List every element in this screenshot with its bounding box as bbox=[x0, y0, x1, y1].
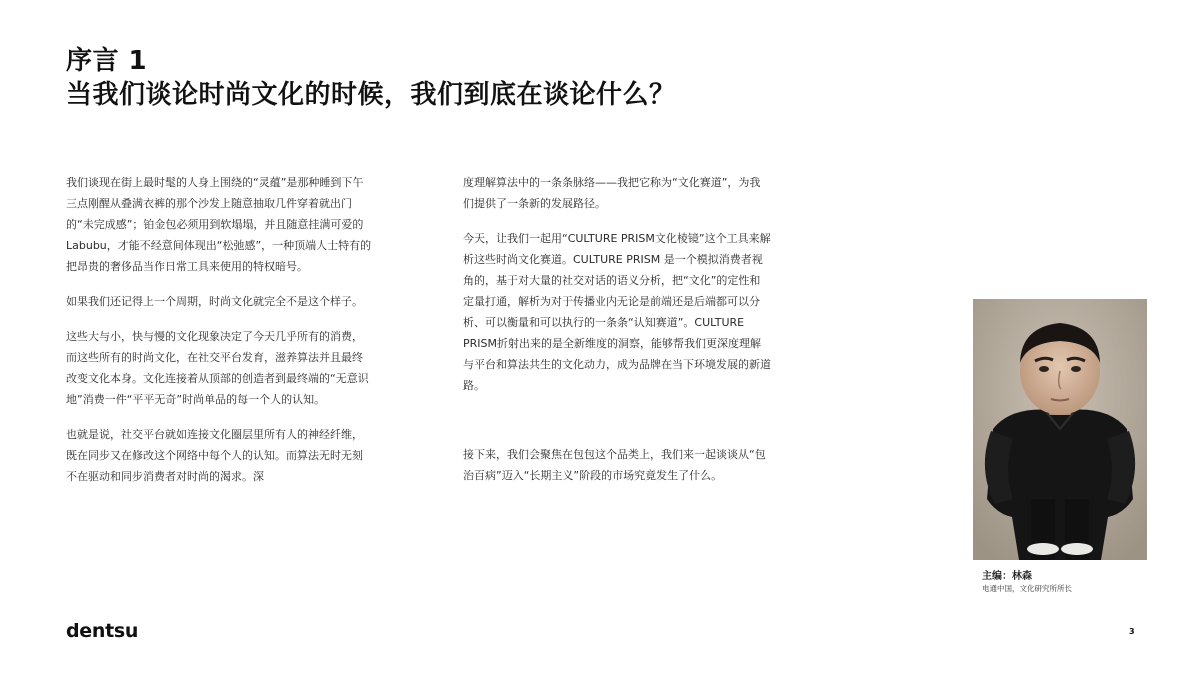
caption-name: 主编：林森 bbox=[982, 571, 1032, 582]
paragraph: 接下来，我们会聚焦在包包这个品类上，我们来一起谈谈从“包治百病”迈入“长期主义”阶段的市场究竟发生了什么。 bbox=[463, 448, 766, 482]
dentsu-logo: dentsu bbox=[66, 620, 139, 642]
page-title bbox=[66, 44, 966, 112]
paragraph: 度理解算法中的一条条脉络——我把它称为“文化赛道”，为我们提供了一条新的发展路径。 bbox=[463, 176, 761, 210]
paragraph: 我们谈现在街上最时髦的人身上围绕的“灵蕴”是那种睡到下午三点刚醒从叠满衣裤的那个沙发上随意抽取几件穿着就出门的“未完成感”；铂金包必须用到软塌塌，并且随意挂满可爱的Labubu，才能不经意间体现出“松弛感”，一种顶端人士特有的把昂贵的奢侈品当作日常工具来使用的特权暗号。 bbox=[66, 176, 372, 273]
portrait-image bbox=[973, 299, 1147, 560]
page-number: 3 bbox=[1129, 627, 1135, 636]
author-portrait bbox=[973, 299, 1147, 560]
spacer bbox=[463, 410, 771, 444]
title-line-1: 序言 1 bbox=[66, 46, 148, 76]
paragraph: 这些大与小，快与慢的文化现象决定了今天几乎所有的消费，而这些所有的时尚文化，在社交平台发育，滋养算法并且最终改变文化本身。文化连接着从顶部的创造者到最终端的“无意识地”消费一件“平平无奇”时尚单品的每一个人的认知。 bbox=[66, 330, 369, 406]
body-column-right bbox=[463, 172, 771, 500]
paragraph: 如果我们还记得上一个周期，时尚文化就完全不是这个样子。 bbox=[66, 295, 363, 308]
portrait-caption bbox=[982, 570, 1182, 594]
paragraph: 也就是说，社交平台就如连接文化圈层里所有人的神经纤维，既在同步又在修改这个网络中每个人的认知。而算法无时无刻不在驱动和同步消费者对时尚的渴求。深 bbox=[66, 428, 363, 483]
body-column-left bbox=[66, 172, 372, 501]
paragraph: 今天，让我们一起用“CULTURE PRISM文化棱镜”这个工具来解析这些时尚文化赛道。CULTURE PRISM 是一个模拟消费者视角的，基于对大量的社交对话的语义分析，把“文化”的定性和定量打通，解析为对于传播业内无论是前端还是后端都可以分析、可以衡量和可以执行的一条条“认知赛道”。CULTURE PRISM折射出来的是全新维度的洞察，能够帮我们更深度理解与平台和算法共生的文化动力，成为品牌在当下环境发展的新道路。 bbox=[463, 232, 771, 392]
caption-role: 电通中国，文化研究所所长 bbox=[982, 584, 1072, 593]
title-line-2: 当我们谈论时尚文化的时候，我们到底在谈论什么？ bbox=[66, 80, 676, 110]
